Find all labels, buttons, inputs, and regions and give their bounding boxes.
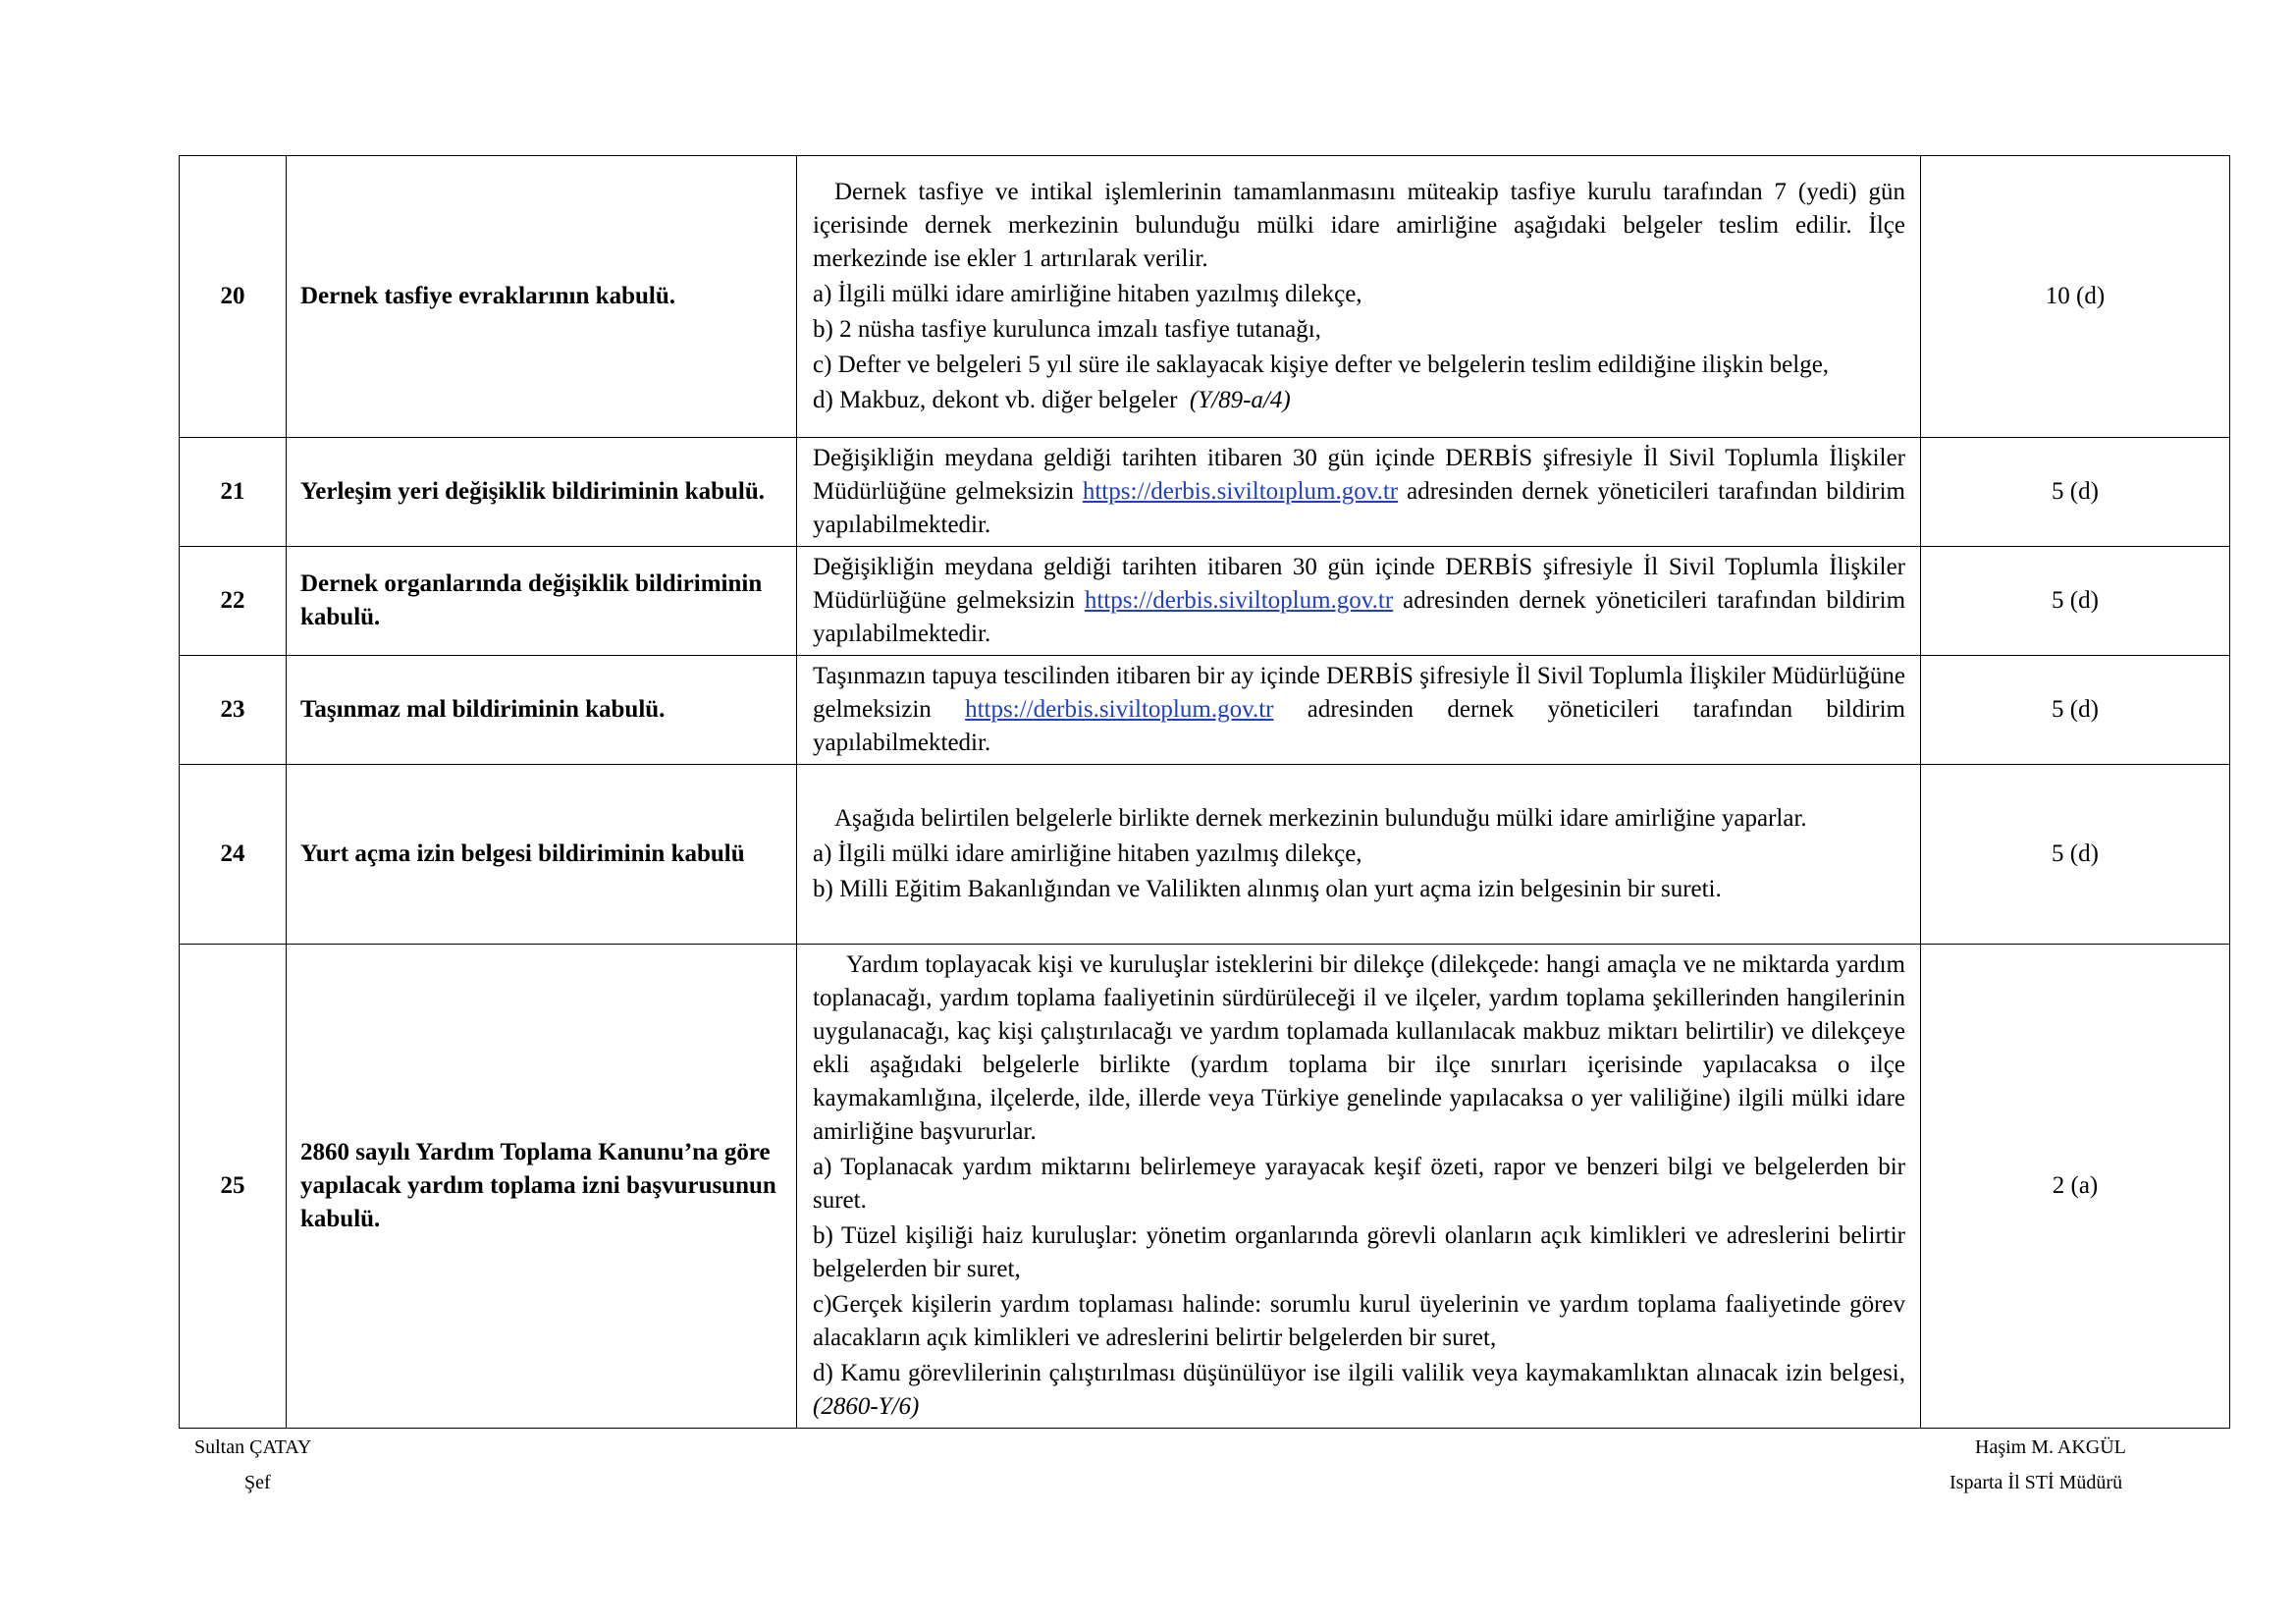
description-paragraph — [813, 551, 1905, 651]
service-name: 2860 sayılı Yardım Toplama Kanunu’na göre yapılacak yardım toplama izni başvurusunun kabulü. — [287, 945, 797, 1429]
service-description — [797, 156, 1921, 438]
description-paragraph: Aşağıda belirtilen belgelerle birlikte dernek merkezinin bulunduğu mülki idare amirliğine yaparlar. — [834, 805, 1807, 832]
table-row — [180, 438, 2230, 547]
derbis-link[interactable]: https://derbis.siviltoplum.gov.tr — [1084, 587, 1394, 614]
service-name: Yurt açma izin belgesi bildiriminin kabulü — [287, 765, 797, 945]
description-text: d) Kamu görevlilerinin çalıştırılması düşünülüyor ise ilgili valilik veya kaymakamlıktan alınacak izin belgesi, — [813, 1360, 1905, 1386]
row-number: 20 — [180, 156, 287, 438]
description-text: adresinden dernek yöneticileri tarafından bildirim yapılabilmektedir. — [813, 696, 1905, 756]
table-row — [180, 765, 2230, 945]
table-row — [180, 156, 2230, 438]
description-item — [813, 1357, 1905, 1424]
row-number: 24 — [180, 765, 287, 945]
right-signatory-name: Haşim M. AKGÜL — [1975, 1436, 2126, 1458]
description-item: b) Milli Eğitim Bakanlığından ve Valilikten alınmış olan yurt açma izin belgesinin bir sureti. — [813, 876, 1722, 902]
table-row — [180, 656, 2230, 765]
description-item: a) İlgili mülki idare amirliğine hitaben yazılmış dilekçe, — [813, 281, 1362, 307]
description-text: adresinden dernek yöneticileri tarafından bildirim yapılabilmektedir. — [813, 478, 1905, 538]
description-text: d) Makbuz, dekont vb. diğer belgeler — [813, 387, 1178, 413]
service-name: Dernek organlarında değişiklik bildiriminin kabulü. — [287, 547, 797, 656]
description-paragraph: Dernek tasfiye ve intikal işlemlerinin tamamlanmasını müteakip tasfiye kurulu tarafından 7 (yedi) gün içerisinde dernek merkezinin bulunduğu mülki idare amirliğine aşağıdaki belgeler teslim edilir. İlçe merkezinde ise ekler 1 artırılarak verilir. — [813, 179, 1905, 272]
description-item: c) Defter ve belgeleri 5 yıl süre ile saklayacak kişiye defter ve belgelerin teslim edildiğine ilişkin belge, — [813, 352, 1830, 378]
description-paragraph — [813, 660, 1905, 760]
derbis-link[interactable]: https://derbis.siviltoıplum.gov.tr — [1082, 478, 1399, 505]
completion-time: 10 (d) — [1921, 156, 2230, 438]
description-paragraph: Yardım toplayacak kişi ve kuruluşlar isteklerini bir dilekçe (dilekçede: hangi amaçla ve ne miktarda yardım toplanacağı, yardım toplama faaliyetinin sürdürüleceği il ve ilçeler, yardım toplama şekillerinden hangilerinin uygulanacağı, kaç kişi çalıştırılacağı ve yardım toplamada kullanılacak makbuz miktarı belirtilir) ve dilekçeye ekli aşağıdaki belgelerle birlikte (yardım toplama bir ilçe sınırları içerisinde yapılacaksa o ilçe kaymakamlığına, ilçelerde, ilde, illerde veya Türkiye genelinde yapılacaksa o yer valiliğine) ilgili mülki idare amirliğine başvururlar. — [813, 951, 1905, 1145]
right-signatory-title: Isparta İl STİ Müdürü — [1949, 1472, 2123, 1493]
service-description — [797, 547, 1921, 656]
completion-time: 5 (d) — [1921, 438, 2230, 547]
completion-time: 5 (d) — [1921, 656, 2230, 765]
completion-time: 5 (d) — [1921, 547, 2230, 656]
description-item: a) İlgili mülki idare amirliğine hitaben yazılmış dilekçe, — [813, 840, 1362, 867]
derbis-link[interactable]: https://derbis.siviltoplum.gov.tr — [965, 696, 1274, 723]
description-paragraph — [813, 442, 1905, 542]
description-item: c)Gerçek kişilerin yardım toplaması halinde: sorumlu kurul üyelerinin ve yardım toplama faaliyetinde görev alacakların açık kimlikleri ve adreslerini belirtir belgelerden bir suret, — [813, 1291, 1905, 1351]
description-text: Taşınmazın tapuya tescilinden itibaren bir ay içinde DERBİS şifresiyle İl Sivil Toplumla İlişkiler Müdürlüğüne gelmeksizin — [813, 663, 1905, 723]
description-text: adresinden dernek yöneticileri tarafından bildirim yapılabilmektedir. — [813, 587, 1906, 647]
service-name: Taşınmaz mal bildiriminin kabulü. — [287, 656, 797, 765]
description-item — [813, 384, 1905, 417]
row-number: 25 — [180, 945, 287, 1429]
row-number: 23 — [180, 656, 287, 765]
service-name: Dernek tasfiye evraklarının kabulü. — [287, 156, 797, 438]
service-description — [797, 765, 1921, 945]
description-text: Değişikliğin meydana geldiği tarihten itibaren 30 gün içinde DERBİS şifresiyle İl Sivil Toplumla İlişkiler Müdürlüğüne gelmeksizin — [813, 554, 1905, 614]
legal-reference: (2860-Y/6) — [813, 1393, 920, 1420]
completion-time: 2 (a) — [1921, 945, 2230, 1429]
service-description — [797, 656, 1921, 765]
description-item: b) Tüzel kişiliği haiz kuruluşlar: yönetim organlarında görevli olanların açık kimlikleri ve adreslerini belirtir belgelerden bir suret, — [813, 1222, 1905, 1282]
description-text: Değişikliğin meydana geldiği tarihten itibaren 30 gün içinde DERBİS şifresiyle İl Sivil Toplumla İlişkiler Müdürlüğüne gelmeksizin — [813, 445, 1905, 505]
service-description — [797, 438, 1921, 547]
table-row — [180, 547, 2230, 656]
row-number: 21 — [180, 438, 287, 547]
completion-time: 5 (d) — [1921, 765, 2230, 945]
service-description — [797, 945, 1921, 1429]
description-item: b) 2 nüsha tasfiye kurulunca imzalı tasfiye tutanağı, — [813, 316, 1321, 343]
left-signatory-title: Şef — [244, 1472, 271, 1493]
legal-reference: (Y/89-a/4) — [1189, 387, 1291, 413]
left-signatory-name: Sultan ÇATAY — [194, 1436, 312, 1458]
services-table — [179, 155, 2230, 1429]
description-item: a) Toplanacak yardım miktarını belirlemeye yarayacak keşif özeti, rapor ve benzeri bilgi ve belgelerden bir suret. — [813, 1154, 1905, 1214]
service-name: Yerleşim yeri değişiklik bildiriminin kabulü. — [287, 438, 797, 547]
row-number: 22 — [180, 547, 287, 656]
table-row — [180, 945, 2230, 1429]
